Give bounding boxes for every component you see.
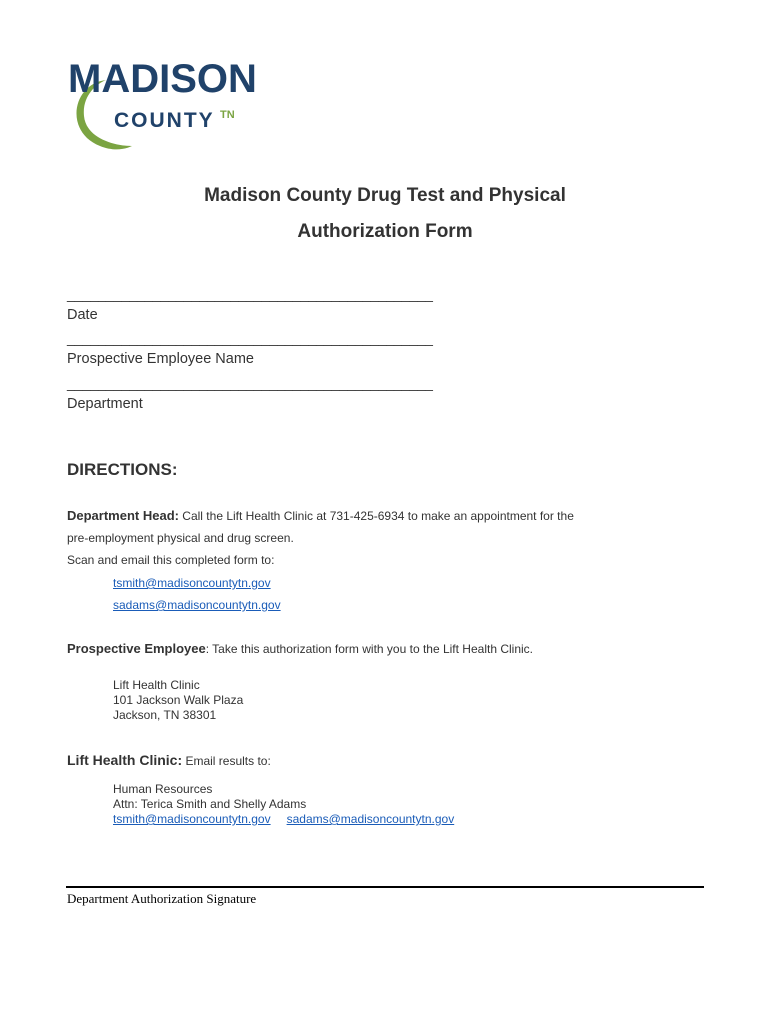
hr-contact [113,782,454,827]
dept-head-text3: Scan and email this completed form to: [67,553,275,567]
logo-suffix-tn: TN [220,109,235,121]
clinic-label: Lift Health Clinic: [67,752,183,768]
email-link-sadams[interactable]: sadams@madisoncountytn.gov [113,598,281,612]
employee-name-blank[interactable]: _______________________________________________ [67,330,433,346]
dept-head-text2: pre-employment physical and drug screen. [67,531,294,545]
date-label: Date [67,307,98,323]
clinic-address-name: Lift Health Clinic [113,678,200,692]
date-blank[interactable]: _______________________________________________ [67,286,433,302]
hr-email-sadams[interactable]: sadams@madisoncountytn.gov [286,812,455,826]
employee-label: Prospective Employee [67,641,206,656]
signature-label: Department Authorization Signature [67,891,257,906]
directions-heading: DIRECTIONS: [67,460,178,479]
hr-contact-dept: Human Resources [113,782,213,796]
email-link-tsmith[interactable]: tsmith@madisoncountytn.gov [113,576,271,590]
clinic-address-city: Jackson, TN 38301 [113,708,217,722]
department-label: Department [67,396,143,412]
dept-head-label: Department Head: [67,508,179,523]
employee-name-label: Prospective Employee Name [67,351,254,367]
logo-word-county: COUNTY [114,109,215,132]
hr-email-tsmith[interactable]: tsmith@madisoncountytn.gov [113,812,271,826]
hr-contact-attn: Attn: Terica Smith and Shelly Adams [113,797,307,811]
employee-line [67,641,533,656]
page-title-line1: Madison County Drug Test and Physical [204,185,566,206]
clinic-address-street: 101 Jackson Walk Plaza [113,693,244,707]
dept-head-line1 [67,508,574,523]
clinic-address [113,678,243,723]
dept-head-text1: Call the Lift Health Clinic at 731-425-6934 to make an appointment for the [178,509,574,523]
logo-word-madison: MADISON [68,57,257,101]
signature-line[interactable] [66,886,704,888]
clinic-text: Email results to: [182,754,271,768]
employee-text: : Take this authorization form with you to the Lift Health Clinic. [205,642,534,656]
department-blank[interactable]: _______________________________________________ [67,375,433,391]
clinic-line [67,752,271,768]
page-title-line2: Authorization Form [297,221,473,242]
madison-county-logo [66,54,266,154]
